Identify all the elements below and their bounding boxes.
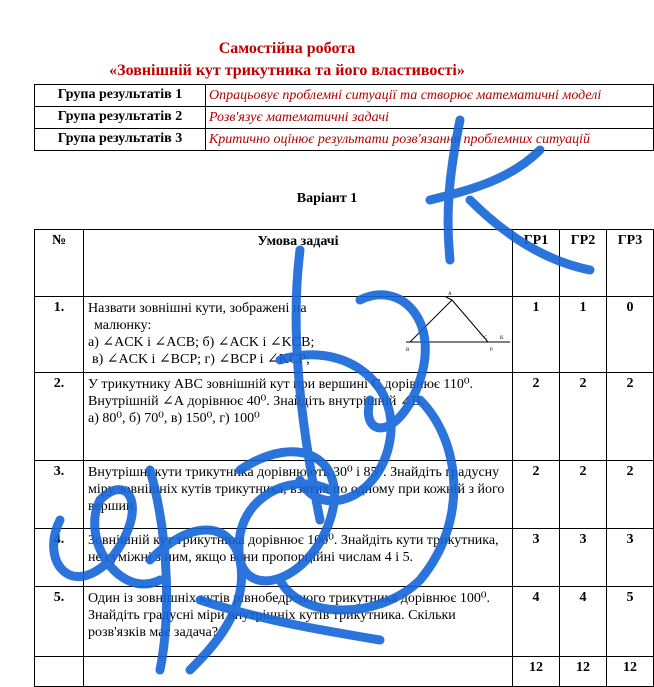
task-number: 3.: [35, 461, 84, 529]
task-condition: [84, 373, 513, 461]
task-condition: Зовнішній кут трикутника дорівнює 100⁰. Знайдіть кути трикутника, не суміжні з ним, якщо вони пропорційні числам 4 і 5.: [84, 529, 513, 587]
task-gr1-score: 4: [513, 587, 560, 657]
task-gr3-score: 2: [607, 373, 654, 461]
total-gr2: 12: [560, 657, 607, 687]
tasks-header-row: [35, 230, 654, 297]
results-groups-table: [34, 84, 654, 151]
header-gr1: ГР1: [513, 230, 560, 297]
task-gr3-score: 5: [607, 587, 654, 657]
triangle-figure: [406, 292, 510, 354]
totals-row: [35, 657, 654, 687]
task-number: 1.: [35, 297, 84, 373]
figure-label-c: C: [484, 336, 488, 341]
totals-number-cell: [35, 657, 84, 687]
figure-label-p: P: [490, 348, 493, 353]
results-group-label: Група результатів 2: [35, 107, 206, 129]
task-gr2-score: 3: [560, 529, 607, 587]
task-gr1-score: 2: [513, 461, 560, 529]
variant-label: Варіант 1: [296, 191, 358, 206]
figure-label-b: B: [406, 348, 410, 353]
task-gr2-score: 1: [560, 297, 607, 373]
results-group-label: Група результатів 1: [35, 85, 206, 107]
total-gr3: 12: [607, 657, 654, 687]
task-gr1-score: 2: [513, 373, 560, 461]
results-group-label: Група результатів 3: [35, 129, 206, 151]
task-text: У трикутнику АВС зовнішній кут при вершині С дорівнює 110⁰. Внутрішній ∠А дорівнює 40⁰. Знайдіть внутрішній ∠В.: [88, 377, 473, 409]
header-number: №: [35, 230, 84, 297]
task-condition: Внутрішні кути трикутника дорівнюють 30⁰ і 85⁰. Знайдіть градусну міру зовнішніх кутів трикутника, взятих по одному при кожній з його вершин.: [84, 461, 513, 529]
results-row: [35, 107, 654, 129]
task-gr2-score: 2: [560, 373, 607, 461]
task-number: 2.: [35, 373, 84, 461]
task-row: [35, 373, 654, 461]
figure-label-a: A: [448, 292, 452, 297]
figure-label-k: K: [500, 336, 504, 341]
header-gr3: ГР3: [607, 230, 654, 297]
task-gr3-score: 3: [607, 529, 654, 587]
task-gr1-score: 1: [513, 297, 560, 373]
task-option-line: а) ∠ACK і ∠ACB; б) ∠ACK і ∠KCB;: [88, 335, 315, 350]
header-condition: Умова задачі: [84, 230, 513, 297]
task-gr3-score: 2: [607, 461, 654, 529]
task-condition: Один із зовнішніх кутів рівнобедреного трикутника дорівнює 100⁰. Знайдіть градусні міри внутрішніх кутів трикутника. Скільки розв'язків має задача?: [84, 587, 513, 657]
task-line: малюнку:: [94, 318, 152, 333]
task-gr2-score: 4: [560, 587, 607, 657]
totals-condition-cell: [84, 657, 513, 687]
task-condition: [84, 292, 513, 373]
total-gr1: 12: [513, 657, 560, 687]
results-group-text: Критично оцінює результати розв'язання проблемних ситуацій: [206, 129, 654, 151]
task-gr3-score: 0: [607, 297, 654, 373]
task-row: [35, 461, 654, 529]
results-group-text: Розв'язує математичні задачі: [206, 107, 654, 129]
task-row: [35, 587, 654, 657]
task-gr2-score: 2: [560, 461, 607, 529]
header-gr2: ГР2: [560, 230, 607, 297]
task-line: Назвати зовнішні кути, зображені на: [88, 301, 307, 316]
results-row: [35, 129, 654, 151]
task-number: 4.: [35, 529, 84, 587]
task-number: 5.: [35, 587, 84, 657]
results-group-text: Опрацьовує проблемні ситуації та створює математичні моделі: [206, 85, 654, 107]
task-row: [35, 529, 654, 587]
worksheet-subtitle: «Зовнішній кут трикутника та його властивості»: [109, 62, 465, 79]
worksheet-title: Самостійна робота: [218, 40, 356, 57]
task-answer-options: а) 80⁰, б) 70⁰, в) 150⁰, г) 100⁰: [88, 411, 260, 426]
tasks-table: [34, 229, 654, 687]
task-gr1-score: 3: [513, 529, 560, 587]
task-option-line: в) ∠ACK і ∠BCP; г) ∠BCP і ∠KCP;: [92, 352, 310, 367]
results-row: [35, 85, 654, 107]
task-row: [35, 297, 654, 373]
